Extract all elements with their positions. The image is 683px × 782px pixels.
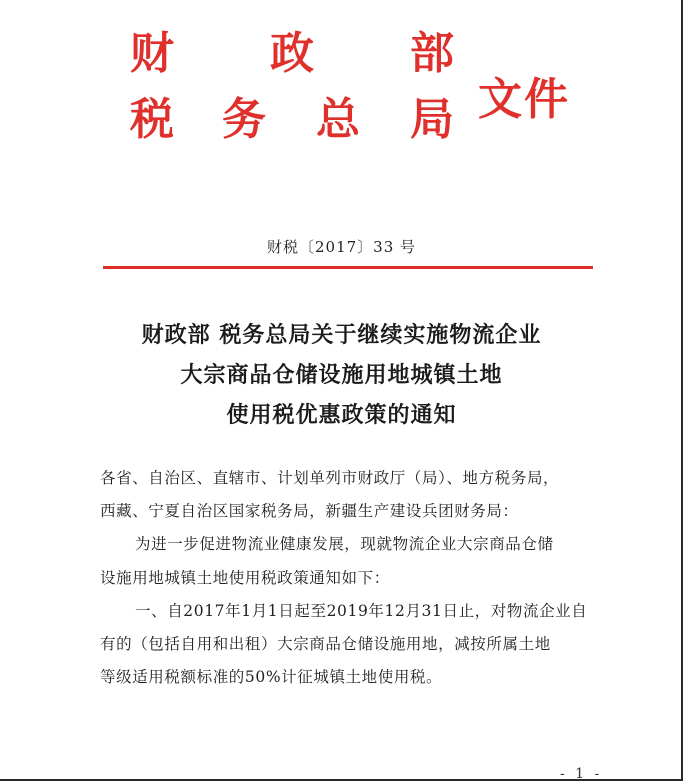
doc-type-label: 文件: [478, 74, 570, 125]
addressee-line: 西藏、宁夏自治区国家税务局，新疆生产建设兵团财务局：: [100, 502, 519, 520]
issuer-2-char: 总: [316, 94, 360, 145]
body-line: 设施用地城镇土地使用税政策通知如下：: [100, 569, 390, 587]
issuer-1-char: 部: [410, 28, 454, 79]
issuer-1-char: 政: [270, 28, 314, 79]
issuer-2-char: 局: [410, 94, 454, 145]
page-number: - 1 -: [560, 766, 603, 782]
issuer-2-char: 务: [222, 94, 266, 145]
body-line: 一、自2017年1月1日起至2019年12月31日止，对物流企业自: [135, 602, 588, 620]
red-divider: [103, 266, 593, 269]
document-number: 财税〔2017〕33 号: [266, 238, 417, 256]
issuer-1-char: 财: [130, 28, 174, 79]
addressee-line: 各省、自治区、直辖市、计划单列市财政厅（局）、地方税务局，: [100, 469, 560, 487]
body-line: 有的（包括自用和出租）大宗商品仓储设施用地，减按所属土地: [100, 635, 551, 653]
title-line: 大宗商品仓储设施用地城镇土地: [180, 363, 503, 388]
title-line: 财政部 税务总局关于继续实施物流企业: [141, 323, 542, 348]
issuer-2-char: 税: [130, 94, 174, 145]
title-line: 使用税优惠政策的通知: [226, 403, 457, 428]
body-line: 为进一步促进物流业健康发展，现就物流企业大宗商品仓储: [135, 535, 554, 553]
body-line: 等级适用税额标准的50%计征城镇土地使用税。: [100, 668, 443, 686]
